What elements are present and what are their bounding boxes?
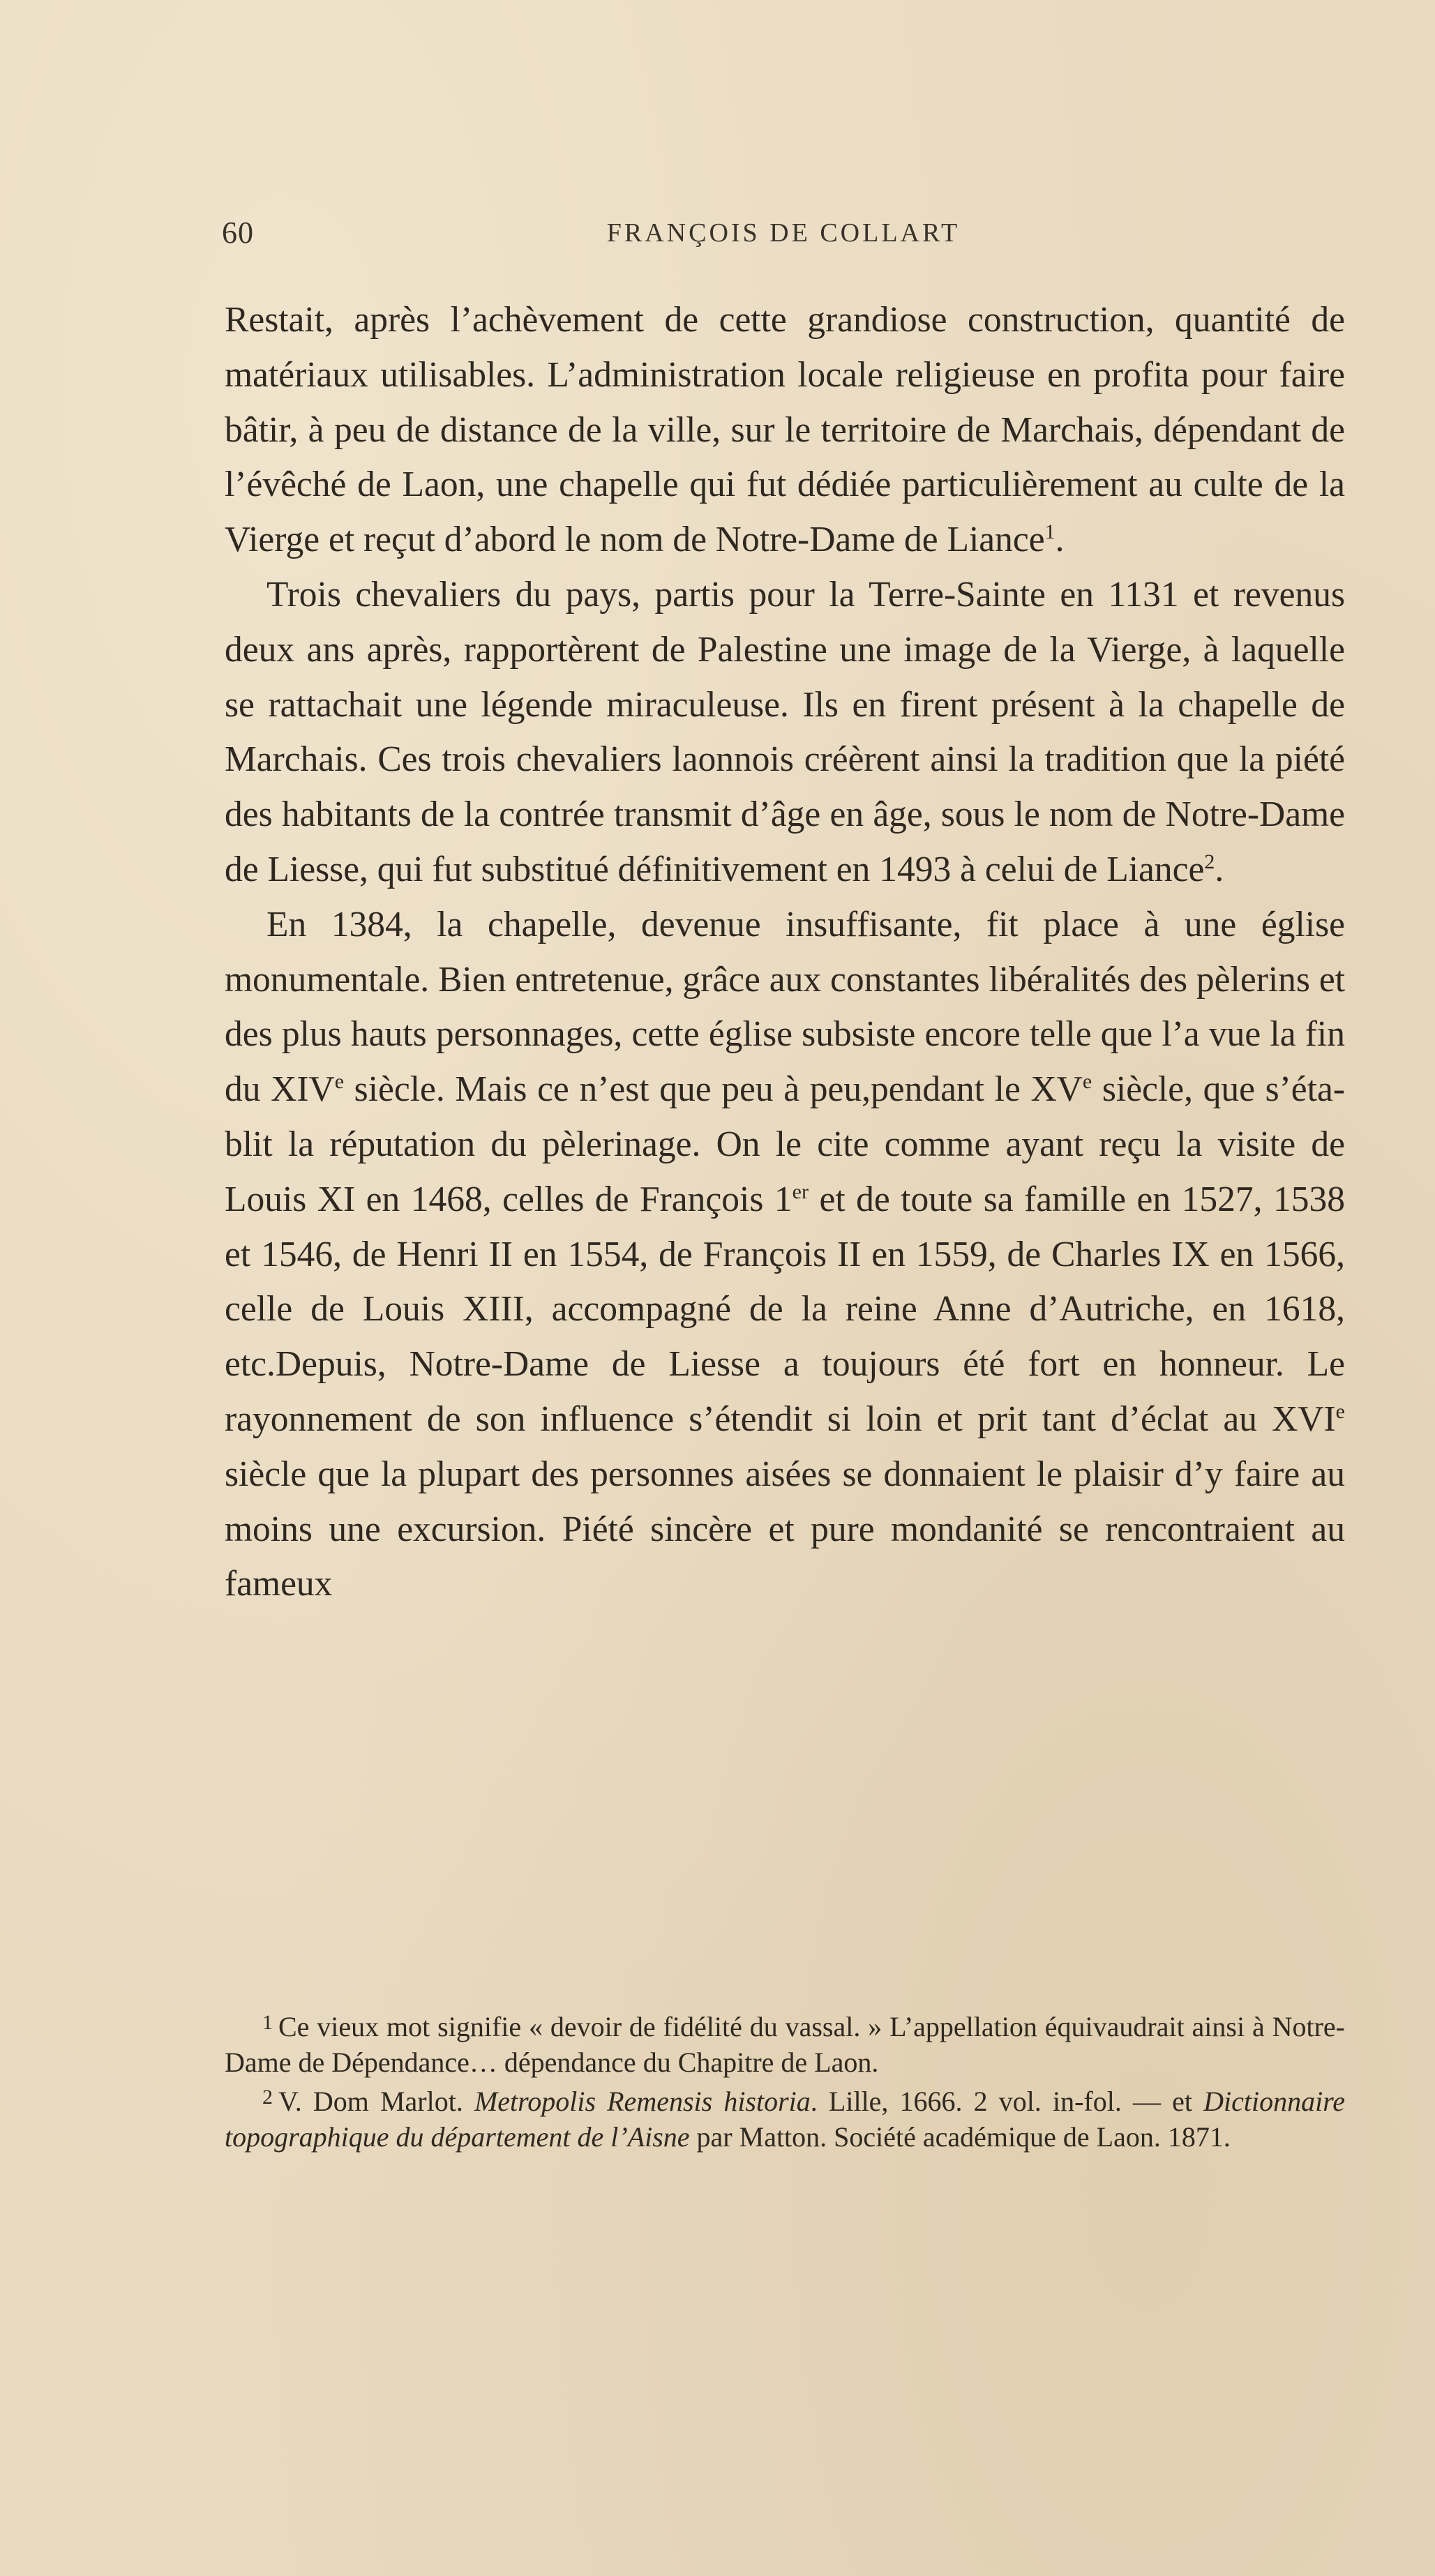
footnote-ref-1: 1 <box>1044 520 1055 544</box>
paragraph-3-part-b: siècle. Mais ce n’est que peu à peu,pendant le XV <box>344 1069 1083 1110</box>
running-head <box>222 215 1345 257</box>
footnote-2-text-b: . Lille, 1666. 2 vol. in-fol. — et <box>810 2086 1192 2117</box>
body-text <box>225 293 1345 1612</box>
paragraph-3-part-e: siècle que la plupart des personnes aisées se donnaient le plaisir d’y faire au moins une excursion. Piété sincère et pure mondanité se rencontraient au fameux <box>225 1454 1345 1604</box>
ordinal-superscript: e <box>1335 1399 1345 1423</box>
paragraph-2 <box>225 568 1345 898</box>
footnote-1-marker: 1 <box>262 2011 273 2034</box>
footnote-ref-2: 2 <box>1204 850 1215 873</box>
footnote-2-text-a: V. Dom Marlot. <box>278 2086 463 2117</box>
ordinal-superscript: er <box>792 1180 809 1203</box>
footnote-1 <box>225 2005 1345 2080</box>
paragraph-1 <box>225 293 1345 568</box>
ordinal-superscript: e <box>1082 1070 1092 1093</box>
running-title: FRANÇOIS DE COLLART <box>606 218 961 248</box>
paragraph-2-text: Trois chevaliers du pays, partis pour la Terre-Sainte en 1131 et revenus deux ans après, rapportèrent de Palestine une image de la Vierge, à laquelle se rattachait une légende miraculeuse. Ils en firent présent à la chapelle de Marchais. Ces trois chevaliers laonnois créèrent ainsi la tradition que la piété des habitants de la contrée transmit d’âge en âge, sous le nom de Notre-Dame de Liesse, qui fut substitué définitivement en 1493 à celui de Liance <box>225 574 1345 889</box>
ordinal-superscript: e <box>334 1070 345 1093</box>
paragraph-3-part-c: siècle, que s’établit la réputation du pèlerinage. On le cite comme ayant reçu la visite de Louis XI en 1468, celles de François 1 <box>225 1069 1345 1219</box>
paragraph-1-text: Restait, après l’achèvement de cette grandiose construction, quantité de matériaux utilisables. L’administration locale religieuse en profita pour faire bâtir, à peu de distance de la ville, sur le territoire de Marchais, dépendant de l’évêché de Laon, une chapelle qui fut dédiée particulièrement au culte de la Vierge et reçut d’abord le nom de Notre-Dame de Liance <box>225 300 1345 560</box>
footnote-2 <box>225 2080 1345 2155</box>
footnote-1-text: Ce vieux mot signifie « devoir de fidélité du vassal. » L’appellation équivaudrait ainsi à Notre-Dame de Dépendance… dépendance du Chapitre de Laon. <box>225 2011 1345 2078</box>
footnote-2-title-2: Dictionnaire topographique du département de l’Aisne <box>225 2086 1346 2153</box>
paragraph-3 <box>225 898 1345 1612</box>
footnotes <box>225 2005 1345 2155</box>
paragraph-2-end: . <box>1215 849 1224 889</box>
footnote-2-text-c: par Matton. Société académique de Laon. 1871. <box>696 2121 1231 2153</box>
paragraph-3-part-a: En 1384, la chapelle, devenue insuffisante, fit place à une église monumentale. Bien entretenue, grâce aux constantes libéralités des pèlerins et des plus hauts personnages, cette église subsiste encore telle que l’a vue la fin du XIV <box>225 904 1345 1110</box>
paragraph-1-end: . <box>1055 520 1065 560</box>
footnote-2-title-1: Metropolis Remensis historia <box>474 2086 811 2117</box>
page-number: 60 <box>222 216 254 250</box>
paragraph-3-part-d: et de toute sa famille en 1527, 1538 et 1546, de Henri II en 1554, de François II en 1559, de Charles IX en 1566, celle de Louis XIII, accompagné de la reine Anne d’Autriche, en 1618, etc.Depuis, Notre-Dame de Liesse a toujours été fort en honneur. Le rayonnement de son influence s’étendit si loin et prit tant d’éclat au XVI <box>225 1179 1345 1439</box>
footnote-2-marker: 2 <box>262 2086 273 2109</box>
